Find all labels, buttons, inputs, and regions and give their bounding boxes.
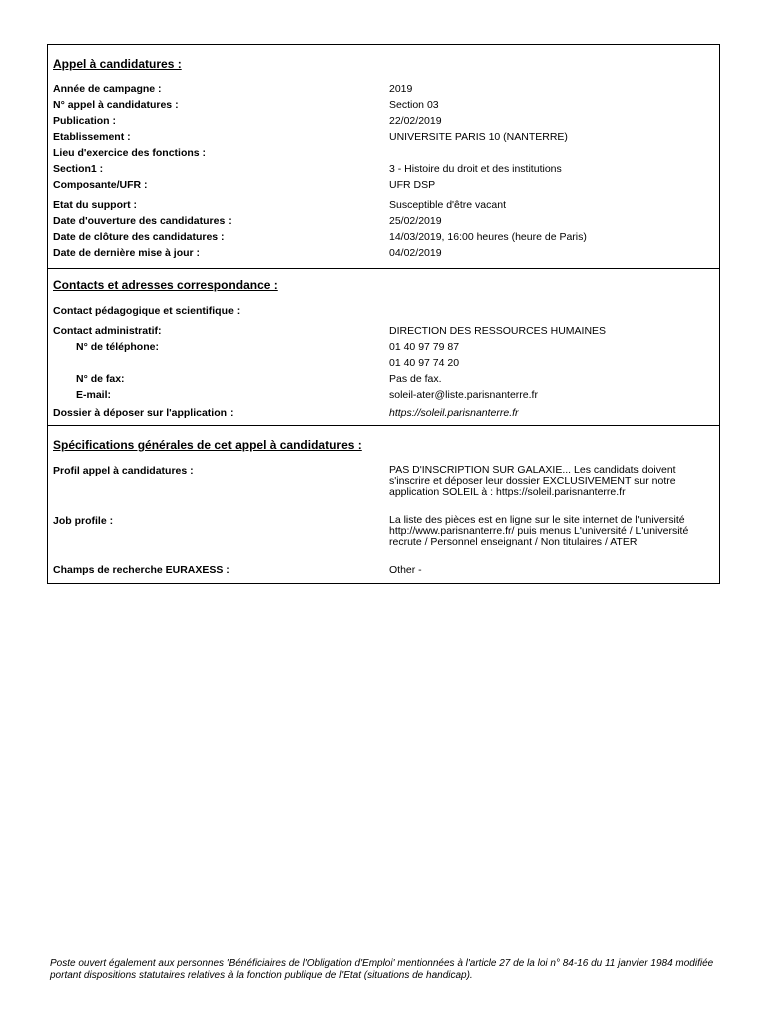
value-profil: PAS D'INSCRIPTION SUR GALAXIE... Les candidats doivent s'inscrire et déposer leur dossier EXCLUSIVEMENT sur notre application SOLEIL à : https://soleil.parisnanterre.fr <box>389 464 676 498</box>
label-contact-administratif: Contact administratif: <box>53 325 162 337</box>
label-date-ouverture: Date d'ouverture des candidatures : <box>53 215 232 227</box>
value-composante: UFR DSP <box>389 179 436 191</box>
label-job-profile: Job profile : <box>53 515 114 527</box>
section-heading-appel: Appel à candidatures : <box>53 57 182 71</box>
value-contact-administratif: DIRECTION DES RESSOURCES HUMAINES <box>389 325 607 337</box>
label-date-cloture: Date de clôture des candidatures : <box>53 231 225 243</box>
label-dossier: Dossier à déposer sur l'application : <box>53 407 234 419</box>
value-numero-appel: Section 03 <box>389 99 439 111</box>
value-etat-support: Susceptible d'être vacant <box>389 199 506 211</box>
footer-note: Poste ouvert également aux personnes 'Bénéficiaires de l'Obligation d'Emploi' mentionnées à l'article 27 de la loi n° 84-16 du 11 janvier 1984 modifiée portant dispositions statutaires relatives à la fonction publique de l'Etat (situations de handicap). <box>50 958 714 981</box>
label-lieu: Lieu d'exercice des fonctions : <box>53 147 207 159</box>
section-heading-specifications: Spécifications générales de cet appel à candidatures : <box>53 438 362 452</box>
value-date-ouverture: 25/02/2019 <box>389 215 442 227</box>
value-euraxess: Other - <box>389 564 422 576</box>
label-date-maj: Date de dernière mise à jour : <box>53 247 201 259</box>
value-telephone-2: 01 40 97 74 20 <box>389 357 460 369</box>
label-email: E-mail: <box>76 389 112 401</box>
label-telephone: N° de téléphone: <box>76 341 159 353</box>
label-numero-appel: N° appel à candidatures : <box>53 99 179 111</box>
job-posting-frame <box>47 44 720 584</box>
value-job-profile: La liste des pièces est en ligne sur le site internet de l'université http://www.parisnanterre.fr/ puis menus L'université / L'université recrute / Personnel enseignant / Non titulaires / ATER <box>389 514 689 548</box>
label-etat-support: Etat du support : <box>53 199 137 211</box>
value-dossier-link: https://soleil.parisnanterre.fr <box>389 407 519 419</box>
value-fax: Pas de fax. <box>389 373 442 385</box>
label-fax: N° de fax: <box>76 373 125 385</box>
label-euraxess: Champs de recherche EURAXESS : <box>53 564 230 576</box>
label-profil: Profil appel à candidatures : <box>53 465 194 477</box>
section-divider <box>48 268 719 269</box>
section-divider <box>48 425 719 426</box>
label-publication: Publication : <box>53 115 116 127</box>
label-annee: Année de campagne : <box>53 83 162 95</box>
section-heading-contacts: Contacts et adresses correspondance : <box>53 278 278 292</box>
label-etablissement: Etablissement : <box>53 131 131 143</box>
label-section1: Section1 : <box>53 163 104 175</box>
value-publication: 22/02/2019 <box>389 115 442 127</box>
value-date-cloture: 14/03/2019, 16:00 heures (heure de Paris) <box>389 231 587 243</box>
label-composante: Composante/UFR : <box>53 179 148 191</box>
value-date-maj: 04/02/2019 <box>389 247 442 259</box>
label-contact-pedagogique: Contact pédagogique et scientifique : <box>53 305 241 317</box>
value-annee: 2019 <box>389 83 413 95</box>
value-email: soleil-ater@liste.parisnanterre.fr <box>389 389 538 401</box>
value-telephone-1: 01 40 97 79 87 <box>389 341 460 353</box>
value-section1: 3 - Histoire du droit et des institutions <box>389 163 562 175</box>
value-etablissement: UNIVERSITE PARIS 10 (NANTERRE) <box>389 131 568 143</box>
